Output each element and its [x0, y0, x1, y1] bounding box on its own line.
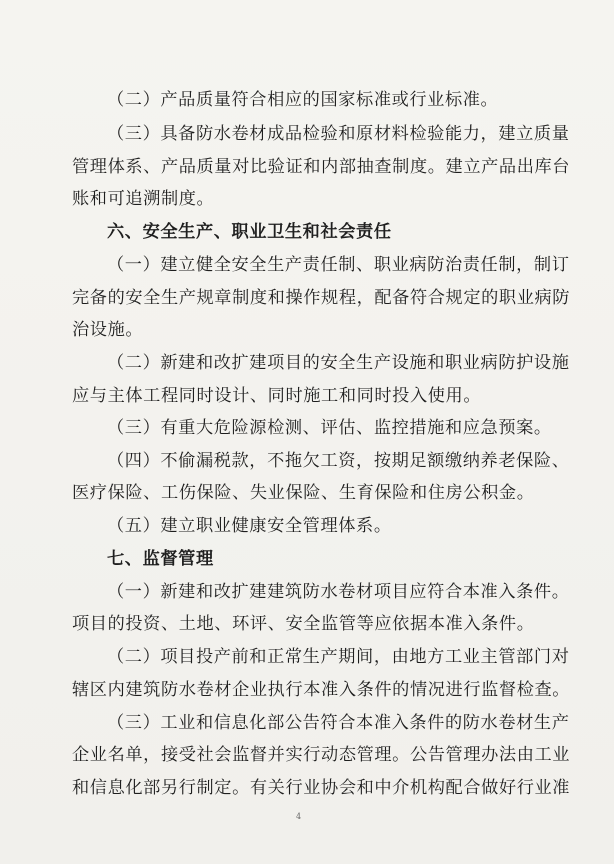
paragraph-line: （三）工业和信息化部公告符合本准入条件的防水卷材生产 — [107, 713, 570, 733]
paragraph-line: 企业名单，接受社会监督并实行动态管理。公告管理办法由工业 — [72, 745, 571, 765]
paragraph-line: 辖区内建筑防水卷材企业执行本准入条件的情况进行监督检查。 — [72, 680, 571, 700]
paragraph-line: 完备的安全生产规章制度和操作规程，配备符合规定的职业病防 — [72, 288, 571, 308]
paragraph-line: （三）具备防水卷材成品检验和原材料检验能力，建立质量 — [107, 124, 570, 144]
paragraph-line: （一）建立健全安全生产责任制、职业病防治责任制，制订 — [107, 255, 570, 275]
paragraph-line: （二）新建和改扩建项目的安全生产设施和职业病防护设施 — [107, 353, 570, 373]
paragraph-line: 项目的投资、土地、环评、安全监管等应依据本准入条件。 — [72, 614, 535, 634]
paragraph-line: （一）新建和改扩建建筑防水卷材项目应符合本准入条件。 — [107, 582, 570, 602]
page-number: 4 — [296, 812, 302, 821]
paragraph-line: 应与主体工程同时设计、同时施工和同时投入使用。 — [72, 386, 482, 406]
paragraph-line: （五）建立职业健康安全管理体系。 — [107, 516, 392, 536]
section-heading: 七、监督管理 — [107, 549, 214, 569]
paragraph-line: 医疗保险、工伤保险、失业保险、生育保险和住房公积金。 — [72, 483, 535, 503]
paragraph-line: （四）不偷漏税款，不拖欠工资，按期足额缴纳养老保险、 — [107, 451, 570, 471]
paragraph-line: 和信息化部另行制定。有关行业协会和中介机构配合做好行业准 — [72, 778, 571, 798]
paragraph-line: 账和可追溯制度。 — [72, 189, 215, 209]
paragraph-line: （二）产品质量符合相应的国家标准或行业标准。 — [107, 90, 499, 110]
paragraph-line: （二）项目投产前和正常生产期间，由地方工业主管部门对 — [107, 647, 570, 667]
paragraph-line: 管理体系、产品质量对比验证和内部抽查制度。建立产品出库台 — [72, 157, 571, 177]
paragraph-line: 治设施。 — [72, 320, 144, 340]
paragraph-line: （三）有重大危险源检测、评估、监控措施和应急预案。 — [107, 418, 552, 438]
section-heading: 六、安全生产、职业卫生和社会责任 — [107, 222, 392, 242]
